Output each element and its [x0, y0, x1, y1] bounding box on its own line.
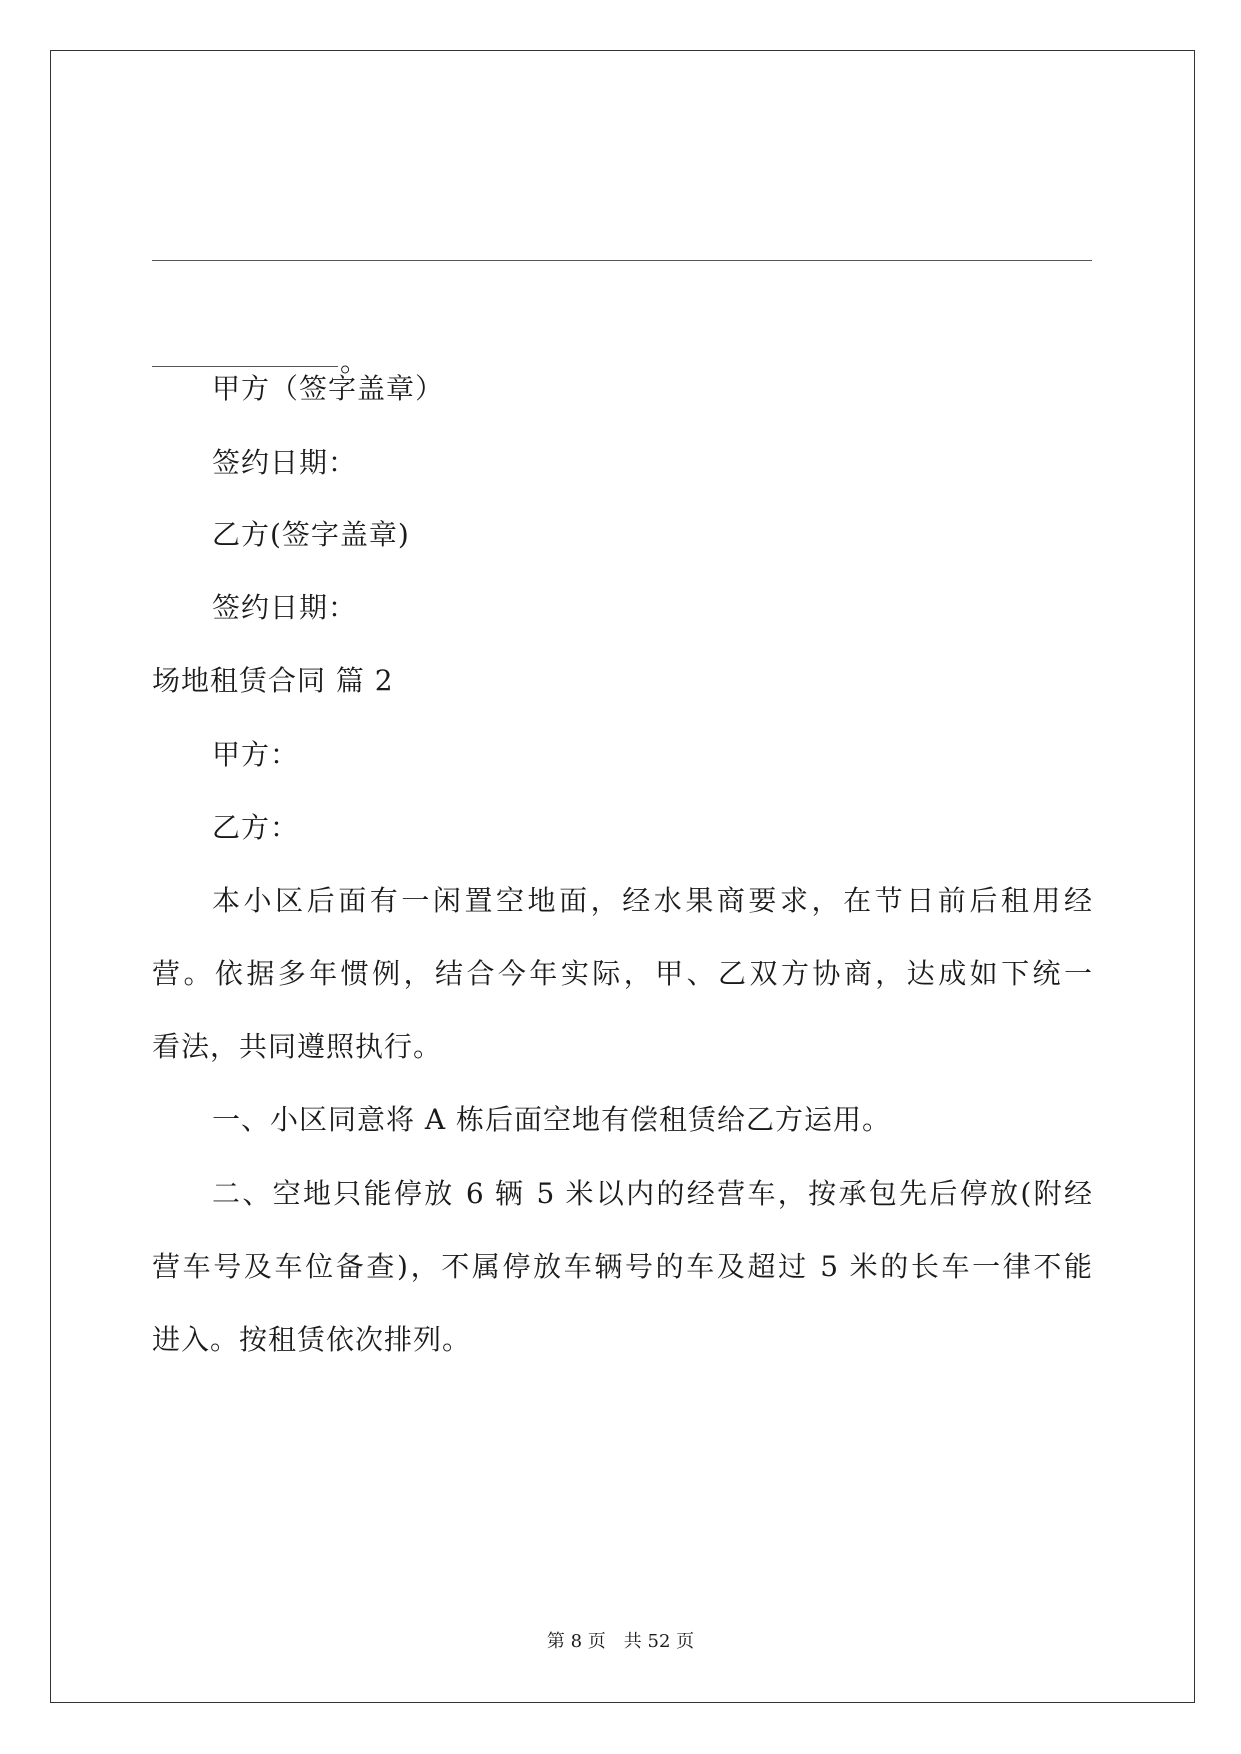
- clause-1: 一、小区同意将 A 栋后面空地有偿租赁给乙方运用。: [212, 1103, 892, 1136]
- clause-2-line-3: 进入。按租赁依次排列。: [152, 1323, 472, 1356]
- page-border: [50, 50, 1195, 1703]
- clause-2-line-1: 二、空地只能停放 6 辆 5 米以内的经营车，按承包先后停放(附经: [212, 1177, 1092, 1210]
- blank-fill-line-short: [152, 366, 338, 367]
- section-title: 场地租赁合同 篇 2: [152, 664, 394, 697]
- intro-paragraph-line-3: 看法，共同遵照执行。: [152, 1030, 443, 1063]
- signing-date-label-1: 签约日期：: [212, 446, 358, 479]
- party-b-signature-label: 乙方(签字盖章): [212, 518, 410, 551]
- end-period: 。: [340, 345, 369, 378]
- party-b-label: 乙方：: [212, 811, 300, 844]
- blank-fill-line-full: [152, 260, 1092, 261]
- intro-paragraph-line-1: 本小区后面有一闲置空地面，经水果商要求，在节日前后租用经: [212, 884, 1092, 917]
- party-a-label: 甲方：: [212, 738, 300, 771]
- page-number-footer: 第 8 页 共 52 页: [546, 1631, 695, 1652]
- intro-paragraph-line-2: 营。依据多年惯例，结合今年实际，甲、乙双方协商，达成如下统一: [152, 957, 1092, 990]
- signing-date-label-2: 签约日期：: [212, 591, 358, 624]
- party-a-signature-label: 甲方（签字盖章）: [212, 372, 445, 405]
- clause-2-line-2: 营车号及车位备查)，不属停放车辆号的车及超过 5 米的长车一律不能: [152, 1250, 1092, 1283]
